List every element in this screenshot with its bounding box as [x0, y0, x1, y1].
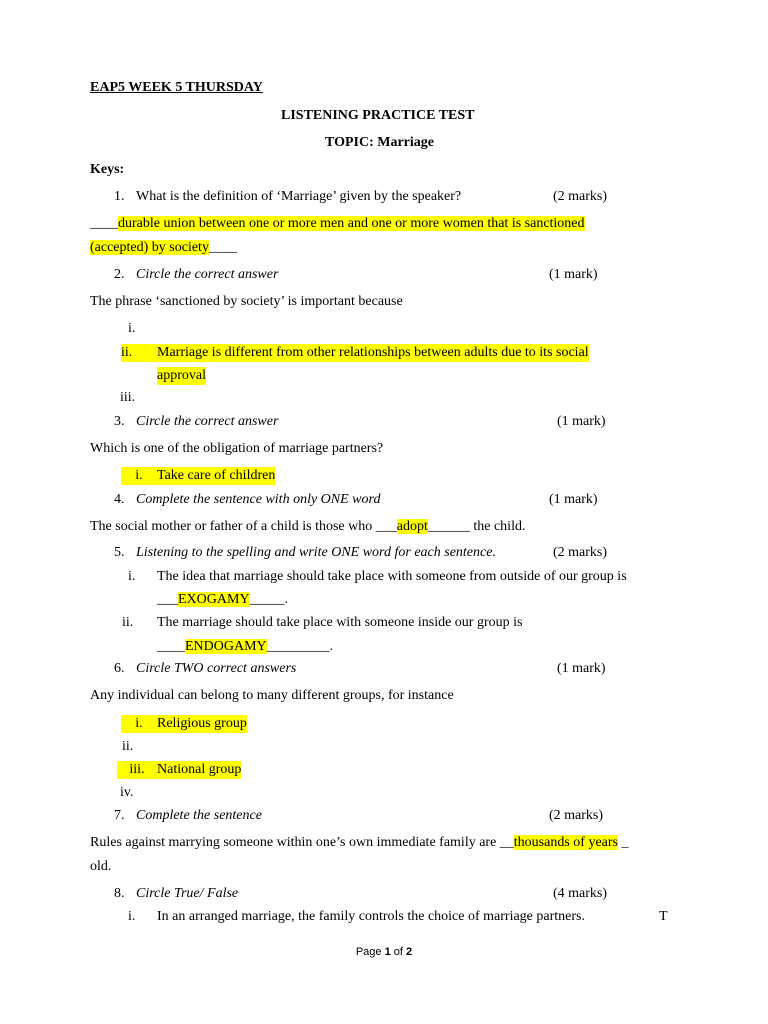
q5-item-ii-number: ii.: [122, 615, 134, 630]
q4-sentence: [90, 518, 525, 536]
q5-item-ii-blank-pre: ____: [157, 639, 185, 654]
q4-sentence-end: ______ the child.: [427, 519, 526, 534]
q5-item-ii-blank-post: _________.: [266, 639, 334, 654]
q2-option-ii-text: Marriage is different from other relationships between adults due to its social: [157, 345, 589, 360]
test-title: LISTENING PRACTICE TEST: [281, 108, 475, 123]
q5-item-ii-text: The marriage should take place with someone inside our group is: [157, 615, 523, 630]
q5-item-i-answer-line: [157, 591, 288, 609]
q5-item-i-blank-post: _____.: [249, 592, 289, 607]
q4-prompt: Complete the sentence with only ONE word: [136, 492, 381, 507]
q5-item-i-text: The idea that marriage should take place with someone from outside of our group is: [157, 569, 627, 584]
q5-item-i-answer: EXOGAMY: [178, 592, 250, 607]
q3-prompt: Circle the correct answer: [136, 414, 279, 429]
q7-marks: (2 marks): [549, 808, 604, 823]
q1-answer-part1: durable union between one or more men and one or more women that is sanctioned: [118, 216, 585, 231]
q3-option-number: i.: [121, 467, 157, 485]
q3-number: 3.: [114, 414, 125, 429]
q7-prompt: Complete the sentence: [136, 808, 262, 823]
q5-number: 5.: [114, 545, 125, 560]
q8-item-i-text: In an arranged marriage, the family controls the choice of marriage partners.: [157, 909, 585, 924]
q6-option-iv: iv.: [120, 785, 134, 800]
q6-option-iii-text: National group: [157, 762, 242, 777]
q7-sentence: [90, 834, 629, 852]
q2-option-i: i.: [128, 321, 136, 336]
q1-marks: (2 marks): [553, 189, 608, 204]
q1-blank-pre: ____: [90, 216, 118, 231]
q4-sentence-start: The social mother or father of a child is those who ___: [90, 519, 397, 534]
q5-item-ii-answer: ENDOGAMY: [185, 639, 267, 654]
page-number: [0, 943, 768, 961]
q1-answer-line: [90, 215, 585, 233]
q5-item-ii-answer-line: [157, 638, 333, 656]
keys-label: Keys:: [90, 162, 125, 177]
q6-prompt: Circle TWO correct answers: [136, 661, 297, 676]
q6-option-iii-number: iii.: [117, 761, 157, 779]
q1-prompt: What is the definition of ‘Marriage’ given by the speaker?: [136, 189, 462, 204]
q2-option-iii: iii.: [120, 390, 136, 405]
page-total: 2: [406, 946, 413, 958]
q3-marks: (1 mark): [557, 414, 606, 429]
q5-item-i-blank-pre: ___: [157, 592, 178, 607]
q7-number: 7.: [114, 808, 125, 823]
q4-marks: (1 mark): [549, 492, 598, 507]
q8-marks: (4 marks): [553, 886, 608, 901]
q1-answer-part2: (accepted) by society: [90, 240, 209, 255]
q4-number: 4.: [114, 492, 125, 507]
q6-number: 6.: [114, 661, 125, 676]
q7-sentence-line2: old.: [90, 859, 112, 874]
q6-stem: Any individual can belong to many different groups, for instance: [90, 688, 454, 703]
q8-prompt: Circle True/ False: [136, 886, 239, 901]
q6-marks: (1 mark): [557, 661, 606, 676]
q2-option-ii-text-line2: approval: [157, 368, 206, 383]
q2-stem: The phrase ‘sanctioned by society’ is important because: [90, 294, 403, 309]
q2-marks: (1 mark): [549, 267, 598, 282]
q6-option-i-number: i.: [121, 715, 157, 733]
q5-prompt: Listening to the spelling and write ONE word for each sentence.: [136, 545, 496, 560]
q7-answer: thousands of years: [513, 835, 618, 850]
q2-option-ii-number: ii.: [121, 344, 157, 362]
q5-item-i-number: i.: [128, 569, 136, 584]
q3-stem: Which is one of the obligation of marriage partners?: [90, 441, 384, 456]
q7-sentence-end: _: [618, 835, 629, 850]
q2-number: 2.: [114, 267, 125, 282]
q1-blank-post: ____: [208, 240, 237, 255]
topic-heading: TOPIC: Marriage: [325, 135, 434, 150]
page-middle: of: [390, 946, 407, 958]
q3-option-text: Take care of children: [157, 468, 276, 483]
course-heading: EAP5 WEEK 5 THURSDAY: [90, 80, 263, 95]
page-current: 1: [384, 946, 391, 958]
page-prefix: Page: [355, 946, 385, 958]
q6-option-ii: ii.: [122, 739, 134, 754]
q2-prompt: Circle the correct answer: [136, 267, 279, 282]
q7-sentence-start: Rules against marrying someone within one’s own immediate family are __: [90, 835, 514, 850]
q1-answer-line2: [90, 239, 237, 257]
q8-number: 8.: [114, 886, 125, 901]
q8-item-i-answer: T: [659, 909, 668, 924]
q1-number: 1.: [114, 189, 125, 204]
q5-marks: (2 marks): [553, 545, 608, 560]
q6-option-i-text: Religious group: [157, 716, 247, 731]
q4-answer: adopt: [396, 519, 428, 534]
q8-item-i-number: i.: [128, 909, 136, 924]
